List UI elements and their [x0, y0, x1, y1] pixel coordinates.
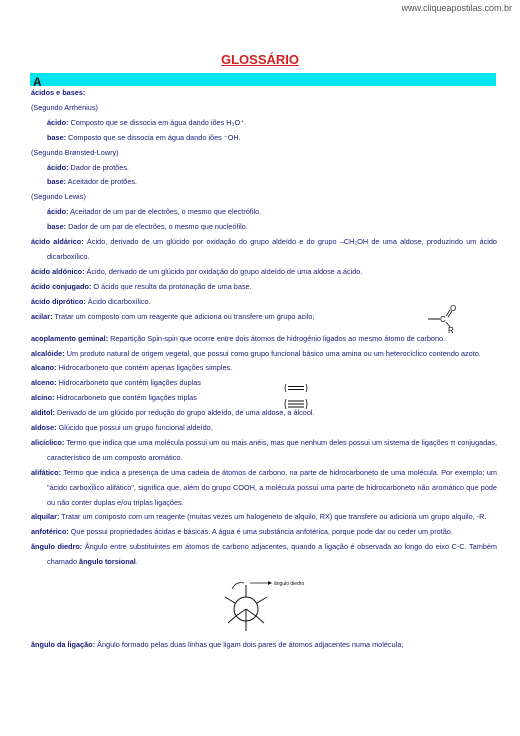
entry	[31, 161, 497, 176]
page-title: GLOSSÁRIO	[220, 52, 299, 67]
entry-term: ângulo diedro:	[31, 542, 83, 552]
entry	[31, 265, 497, 280]
glossary-content	[31, 86, 497, 653]
entry-term: alifático:	[31, 467, 62, 477]
entry	[31, 235, 497, 265]
entry-definition: Hidrocarboneto que contém apenas ligações simples.	[56, 363, 233, 373]
entry-term: aldose:	[31, 423, 57, 433]
entry	[31, 175, 497, 190]
entry	[31, 347, 497, 362]
entry-definition: O ácido que resulta da protonação de uma base.	[91, 281, 252, 291]
entry-definition: Dador de protões.	[68, 162, 129, 172]
entry	[31, 391, 497, 406]
entry-definition: Que possui propriedades ácidas e básicas. A água é uma substância anfotérica, porque pode dar ou ceder um protão.	[68, 527, 453, 537]
entry-term: ácido:	[47, 162, 69, 172]
entry-term: alceno:	[31, 378, 57, 388]
entry	[31, 131, 497, 146]
section-letter-bar	[30, 73, 496, 89]
entry-definition: Composto que se dissocia em água dando iões H₃O⁺.	[68, 117, 247, 127]
entry-definition: Dador de um par de electrões, o mesmo que nucleófilo.	[66, 222, 248, 232]
entry-definition: Ácido, derivado de um glúcido por oxidação do grupo aldeído de uma aldose a ácido.	[84, 266, 363, 276]
entry-term: ácido conjugado:	[31, 281, 92, 291]
entry-definition: Tratar um composto com um reagente (muitas vezes um halogeneto de alquilo, RX) que transfere ou adiciona um grupo alquilo, -R.	[59, 512, 487, 522]
entry-definition: Ácido dicarboxílico.	[85, 296, 151, 306]
entry-note: (Segundo Arrhenius)	[31, 102, 98, 112]
entry-definition: Ácido, derivado de um glúcido por oxidação do grupo aldeído e do grupo –CH₂OH de uma aldose, produzindo um ácido dicarboxílico.	[47, 237, 497, 261]
entry	[31, 116, 497, 131]
entry-definition: Termo que indica a presença de uma cadeia de átomos de carbono, na parte de hidrocarboneto de uma molécula. Por exemplo; um "ácido carboxílico alifático", significa que, além do grupo COOH, a molécula possui uma parte de hidrocarboneto não aromático que pode ou não conter duplas e/ou triplas ligações.	[47, 467, 497, 507]
entry-definition: Tratar um composto com um reagente que adiciona ou transfere um grupo acilo;	[52, 311, 315, 321]
entry-definition: Hidrocarboneto que contém ligações duplas	[56, 378, 201, 388]
entry-definition: Aceitador de um par de electrões, o mesmo que electrófilo.	[68, 207, 262, 217]
entry-term: alcano:	[31, 363, 57, 373]
entry-definition: Derivado de um glúcido por redução do grupo aldeído, de uma aldose, a álcool.	[54, 408, 315, 418]
entry	[31, 638, 497, 653]
entry-term: acilar:	[31, 311, 53, 321]
entry-definition: Aceitador de protões.	[66, 177, 138, 187]
triple-bond-icon	[284, 398, 308, 410]
entry-definition: Glúcido que possui um grupo funcional aldeído.	[56, 423, 213, 433]
entry-definition: Repartição Spin-spin que ocorre entre dois átomos de hidrogénio ligados ao mesmo átomo de carbono.	[108, 333, 446, 343]
entry-term: base:	[47, 222, 67, 232]
entry-definition: Um produto natural de origem vegetal, que possui como grupo funcional básico uma amina ou um heterocíclico contendo azoto.	[64, 348, 481, 358]
entry-definition: Ângulo formado pelas duas linhas que ligam dois pares de átomos adjacentes numa molécula;	[95, 640, 404, 650]
entry-term: anfotérico:	[31, 527, 69, 537]
entry	[31, 376, 497, 391]
entry-term: base:	[47, 132, 67, 142]
entry-term: alquilar:	[31, 512, 60, 522]
acyl-oxygen-label: O	[450, 304, 457, 313]
double-bond-icon	[284, 383, 308, 393]
dihedral-angle-label: ângulo diedro	[274, 581, 305, 587]
entry	[31, 406, 497, 421]
entry-definition: Composto que se dissocia em água dando iões ⁻OH.	[66, 132, 241, 142]
entry	[31, 361, 497, 376]
entry-definition-end: .	[135, 557, 138, 567]
entry-term: alcalóide:	[31, 348, 65, 358]
acyl-group-figure	[426, 304, 462, 334]
entry	[31, 421, 497, 436]
entry-term: ácido:	[47, 207, 69, 217]
entry-definition: Ângulo entre substituintes em átomos de carbono adjacentes, quando a ligação é observada ao longo do eixo C-C. Também chamado	[47, 542, 497, 567]
entry	[31, 510, 497, 525]
entry-term: alditol:	[31, 408, 55, 418]
entry	[31, 205, 497, 220]
dihedral-angle-figure	[222, 575, 342, 635]
entry	[31, 466, 497, 511]
entry-note: (Segundo Lewis)	[31, 192, 86, 202]
entry-term: ácido diprótico:	[31, 296, 86, 306]
entry	[31, 540, 497, 570]
site-url[interactable]: www.cliqueapostilas.com.br	[401, 3, 512, 13]
entry-term: alicíclico:	[31, 437, 65, 447]
entry	[31, 220, 497, 235]
entry-term: acoplamento geminal:	[31, 333, 109, 343]
section-letter: A	[33, 75, 42, 89]
entry	[31, 280, 497, 295]
acyl-carbon-label: C	[440, 315, 446, 324]
entry-term: alcino:	[31, 393, 55, 403]
entry	[31, 86, 497, 101]
entry-term: ácido aldónico:	[31, 266, 85, 276]
entry-definition: Hidrocarboneto que contém ligações triplas	[54, 393, 197, 403]
entry-term: ácido aldárico:	[31, 237, 84, 247]
entry-term: base:	[47, 177, 67, 187]
entry-term: ângulo da ligação:	[31, 640, 96, 650]
entry-term-alt: ângulo torsional	[79, 557, 136, 567]
entry	[31, 525, 497, 540]
entry-term: ácido:	[47, 117, 69, 127]
entry-note: (Segundo Brønsted-Lowry)	[31, 147, 119, 157]
entry-definition: Termo que indica que uma molécula possui um ou mais anéis, mas que nenhum deles possui um sistema de ligações π conjugadas, característico de um composto aromático.	[47, 437, 497, 462]
acyl-r-label: R	[448, 326, 454, 334]
entry-term: ácidos e bases:	[31, 88, 86, 97]
entry	[31, 436, 497, 466]
